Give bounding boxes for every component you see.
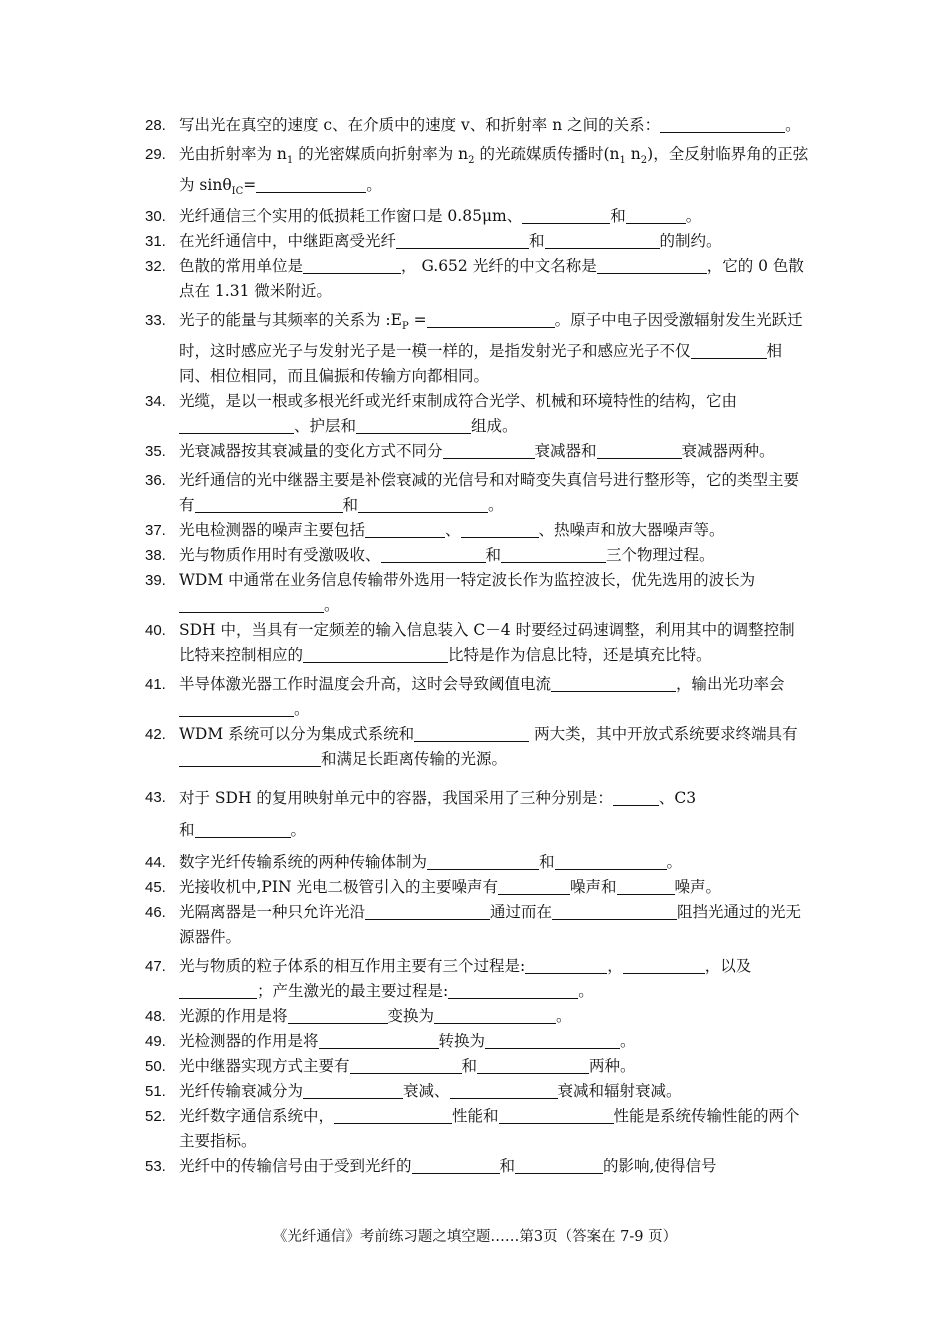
answer-blank[interactable] [288,1006,388,1024]
answer-blank[interactable] [396,231,529,249]
answer-blank[interactable] [427,852,539,870]
answer-blank[interactable] [334,1106,452,1124]
question-38: 38. 光与物质作用时有受激吸收、 和 三个物理过程。 [145,543,810,568]
page-footer: 《光纤通信》考前练习题之填空题……第3页（答案在 7-9 页） [272,1229,678,1245]
question-41: 41. 半导体激光器工作时温度会升高，这时会导致阈值电流 ，输出光功率会。 [145,672,810,722]
question-number: 28. [145,117,166,134]
question-number: 35. [145,443,166,461]
answer-blank[interactable] [434,1006,556,1024]
answer-blank[interactable] [522,206,610,224]
answer-blank[interactable] [350,1056,462,1074]
question-49: 49. 光检测器的作用是将 转换为 。 [145,1029,810,1054]
answer-blank[interactable] [623,956,705,974]
answer-blank[interactable] [555,852,667,870]
answer-blank[interactable] [617,877,675,895]
question-31: 31. 在光纤通信中，中继距离受光纤 和 的制约。 [145,229,810,254]
question-number: 46. [145,904,166,922]
answer-blank[interactable] [179,749,321,767]
answer-blank[interactable] [365,520,445,538]
question-number: 43. [145,789,166,807]
question-40: 40. SDH 中，当具有一定频差的输入信息装入 C－4 时要经过码速调整，利用其中的调整控制比特来控制相应的 比特是作为信息比特，还是填充比特。 [145,618,810,668]
answer-blank[interactable] [552,902,677,920]
question-number: 33. [145,312,166,330]
question-number: 31. [145,233,166,251]
question-number: 42. [145,726,166,744]
answer-blank[interactable] [691,341,767,359]
answer-blank[interactable] [303,645,448,663]
question-28: 28. 写出光在真空的速度 c、在介质中的速度 v、和折射率 n 之间的关系： 。 [145,113,810,138]
answer-blank[interactable] [626,206,686,224]
answer-blank[interactable] [356,416,471,434]
question-number: 30. [145,208,166,226]
answer-blank[interactable] [195,820,291,838]
question-number: 45. [145,879,166,897]
answer-blank[interactable] [319,1031,439,1049]
answer-blank[interactable] [597,441,682,459]
answer-blank[interactable] [303,256,401,274]
question-52: 52. 光纤数字通信系统中， 性能和 性能是系统传输性能的两个主要指标。 [145,1104,810,1154]
answer-blank[interactable] [450,1081,558,1099]
answer-blank[interactable] [179,699,294,717]
answer-blank[interactable] [365,902,490,920]
question-number: 29. [145,146,166,163]
answer-blank[interactable] [179,981,257,999]
question-35: 35. 光衰减器按其衰减量的变化方式不同分 衰减器和 衰减器两种。 [145,439,810,464]
answer-blank[interactable] [613,788,659,806]
question-39: 39. WDM 中通常在业务信息传输带外选用一特定波长作为监控波长，优先选用的波长为。 [145,568,810,618]
question-number: 52. [145,1108,166,1126]
question-32: 32. 色散的常用单位是 ， G.652 光纤的中文名称是 ，它的 0 色散点在 1.31 微米附近。 [145,254,810,304]
question-30: 30. 光纤通信三个实用的低损耗工作窗口是 0.85μm、 和 。 [145,204,810,229]
question-50: 50. 光中继器实现方式主要有 和 两种。 [145,1054,810,1079]
question-51: 51. 光纤传输衰减分为 衰减、 衰减和辐射衰减。 [145,1079,810,1104]
answer-blank[interactable] [461,520,539,538]
question-number: 41. [145,676,166,694]
question-number: 40. [145,622,166,640]
answer-blank[interactable] [256,175,366,193]
answer-blank[interactable] [179,595,324,613]
answer-blank[interactable] [358,495,488,513]
answer-blank[interactable] [501,545,606,563]
answer-blank[interactable] [525,956,607,974]
question-34: 34. 光缆，是以一根或多根光纤或光纤束制成符合光学、机械和环境特性的结构，它由、护层和 组成。 [145,389,810,439]
question-53: 53. 光纤中的传输信号由于受到光纤的 和 的影响,使得信号 [145,1154,810,1179]
question-number: 44. [145,854,166,872]
answer-blank[interactable] [381,545,486,563]
question-44: 44. 数字光纤传输系统的两种传输体制为 和 。 [145,850,810,875]
answer-blank[interactable] [179,416,294,434]
question-number: 53. [145,1158,166,1176]
question-47: 47. 光与物质的粒子体系的相互作用主要有三个过程是: ， ，以及；产生激光的最主要过程是: 。 [145,954,810,1004]
answer-blank[interactable] [551,674,676,692]
answer-blank[interactable] [412,1156,500,1174]
question-number: 50. [145,1058,166,1076]
question-number: 47. [145,958,166,976]
answer-blank[interactable] [485,1031,620,1049]
question-number: 34. [145,393,166,411]
answer-blank[interactable] [515,1156,603,1174]
question-45: 45. 光接收机中,PIN 光电二极管引入的主要噪声有 噪声和 噪声。 [145,875,810,900]
answer-blank[interactable] [414,724,529,742]
question-number: 36. [145,472,166,490]
answer-blank[interactable] [660,115,785,133]
answer-blank[interactable] [597,256,707,274]
answer-blank[interactable] [427,310,555,328]
question-33: 33. 光子的能量与其频率的关系为 $:E_P$ = 。原子中电子因受激辐射发生光跃迁时，这时感应光子与发射光子是一模一样的，是指发射光子和感应光子不仅 相同、相位相同，而且偏振和传输方向都相同。 [145,308,810,389]
question-number: 49. [145,1033,166,1051]
question-number: 39. [145,572,166,590]
question-37: 37. 光电检测器的噪声主要包括 、 、热噪声和放大器噪声等。 [145,518,810,543]
question-43: 43. 对于 SDH 的复用映射单元中的容器，我国采用了三种分别是： 、C3 和 。 [145,782,810,846]
answer-blank[interactable] [499,1106,614,1124]
question-48: 48. 光源的作用是将 变换为 。 [145,1004,810,1029]
answer-blank[interactable] [498,877,570,895]
question-46: 46. 光隔离器是一种只允许光沿 通过而在 阻挡光通过的光无源器件。 [145,900,810,950]
question-42: 42. WDM 系统可以分为集成式系统和 两大类，其中开放式系统要求终端具有和满足长距离传输的光源。 [145,722,810,772]
question-number: 32. [145,258,166,276]
answer-blank[interactable] [303,1081,403,1099]
answer-blank[interactable] [195,495,343,513]
question-list [145,113,810,1179]
question-number: 37. [145,522,166,540]
question-number: 48. [145,1008,166,1026]
answer-blank[interactable] [448,981,578,999]
question-29: 29. 光由折射率为 $n_1$ 的光密媒质向折射率为 $n_2$ 的光疏媒质传播时($n_1$ $n_2$)，全反射临界角的正弦为 sinθ$_{IC}$= 。 [145,142,810,204]
question-36: 36. 光纤通信的光中继器主要是补偿衰减的光信号和对畸变失真信号进行整形等，它的类型主要有 和 。 [145,468,810,518]
answer-blank[interactable] [545,231,660,249]
question-number: 51. [145,1083,166,1101]
answer-blank[interactable] [443,441,535,459]
question-number: 38. [145,547,166,565]
answer-blank[interactable] [477,1056,589,1074]
